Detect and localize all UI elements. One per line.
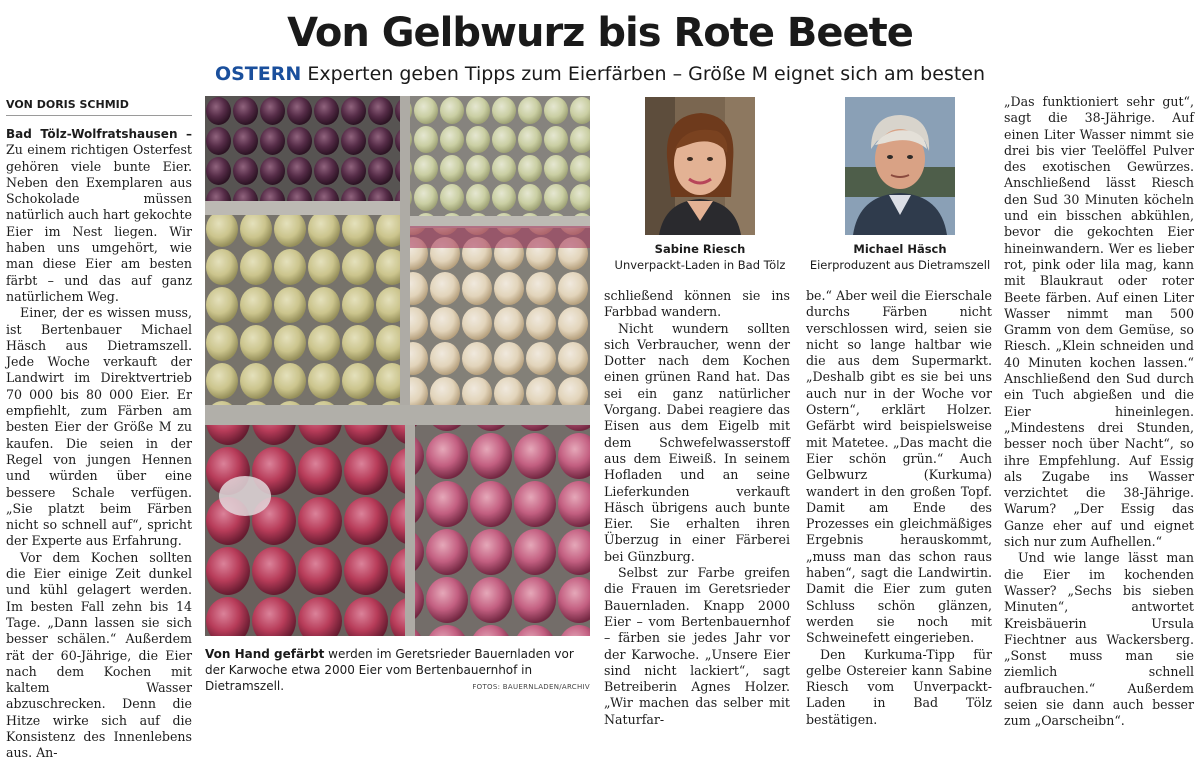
eggs-photo-illustration [205,96,590,636]
paragraph: schließend können sie ins Farbbad wandern. [604,288,790,320]
dateline: Bad Tölz-Wolfratshausen – [6,127,192,141]
article-column-4 [1004,94,1194,729]
subheadline-text: Experten geben Tipps zum Eierfärben – Größe M eignet sich am besten [301,63,986,85]
article-column-2 [604,288,790,727]
paragraph: Selbst zur Farbe greifen die Frauen im Geretsrieder Bauernladen. Knapp 2000 Eier – vom Bertenbauernhof – färben sie jedes Jahr vor der Karwoche. „Unsere Eier sind nicht lackiert“, sagt Betreiberin Agnes Holzer. „Wir machen das selber mit Naturfar- [604,565,790,727]
portrait-name: Sabine Riesch [654,242,746,256]
portrait-michael-haesch [845,97,955,235]
photo-credit: FOTOS: BAUERNLADEN/ARCHIV [472,683,590,691]
headline: Von Gelbwurz bis Rote Beete [287,10,913,56]
paragraph: be.“ Aber weil die Eierschale durchs Färben nicht verschlossen wird, seien sie nicht so lange haltbar wie die aus dem Supermarkt. „Deshalb gibt es sie bei uns auch nur in der Woche vor Ostern“, erklärt Holzer. Gefärbt wird beispielsweise mit Matetee. „Das macht die Eier schön grün.“ Auch Gelbwurz (Kurkuma) wandert in den großen Topf. Damit am Ende des Prozesses ein gleichmäßiges Ergebnis herauskommt, „muss man das schon raus haben“, sagt die Landwirtin. Damit die Eier zum guten Schluss schön glänzen, werden sie noch mit Schweinefett eingerieben. [806,288,992,646]
paragraph-text: Zu einem richtigen Osterfest gehören viele bunte Eier. Neben den Exemplaren aus Schokolade müssen natürlich auch hart gekochte Eier im Nest liegen. Wir haben uns umgehört, wie man diese Eier am besten färbt – und das auf ganz natürlichem Weg. [6,142,192,304]
paragraph: Einer, der es wissen muss, ist Bertenbauer Michael Häsch aus Dietramszell. Jede Woche verkauft der Landwirt im Direktvertrieb 70 000 bis 80 000 Eier. Er empfiehlt, zum Färben am besten Eier der Größe M zu kaufen. Die seien in der Regel von jungen Hennen und würden über eine bessere Schale verfügen. „Sie platzt beim Färben nicht so schnell auf“, spricht der Experte aus Erfahrung. [6,305,192,549]
portrait-sabine-riesch [645,97,755,235]
paragraph: Vor dem Kochen sollten die Eier einige Zeit dunkel und kühl gelagert werden. Im besten Fall zehn bis 14 Tage. „Dann lassen sie sich besser schälen.“ Außerdem rät der 60-Jährige, die Eier nach dem Kochen mit kaltem Wasser abzuschrecken. Denn die Hitze wirke sich auf die Konsistenz des Innenlebens aus. An- [6,549,192,761]
byline: VON DORIS SCHMID [6,98,192,116]
portrait-name: Michael Häsch [853,242,947,256]
woman-portrait-illustration [645,97,755,235]
portrait-role: Eierproduzent aus Dietramszell [809,258,991,272]
caption-lead: Von Hand gefärbt [205,647,325,661]
man-portrait-illustration [845,97,955,235]
article-column-1 [6,126,192,761]
subheadline [0,62,1200,86]
paragraph: Und wie lange lässt man die Eier im kochenden Wasser? „Sechs bis sieben Minuten“, antwortet Kreisbäuerin Ursula Fiechtner aus Wackersberg. „Sonst muss man sie ziemlich schnell aufbrauchen.“ Außerdem seien sie dann auch besser zum „Oarscheibn“. [1004,550,1194,729]
eggs-photo [205,96,590,636]
paragraph: „Das funktioniert sehr gut“, sagt die 38-Jährige. Auf einen Liter Wasser nimmt sie drei bis vier Teelöffel Pulver des exotischen Gewürzes. Anschließend lässt Riesch den Sud 30 Minuten köcheln und ein bisschen abkühlen, bevor die gekochten Eier hineinwandern. Wer es lieber rot, pink oder lila mag, kann mit Blaukraut oder roter Beete färben. Auf einen Liter Wasser nimmt man 500 Gramm von dem Gemüse, so Riesch. „Klein schneiden und 40 Minuten kochen lassen.“ Anschließend den Sud durch ein Tuch abgießen und die Eier hineinlegen. „Mindestens drei Stunden, besser noch über Nacht“, so ihre Empfehlung. Auf Essig als Zugabe ins Wasser verzichtet die 38-Jährige. Warum? „Der Essig das Ganze eher auf und eignet sich nur zum Aufhellen.“ [1004,94,1194,550]
kicker: OSTERN [214,63,302,85]
paragraph: Den Kurkuma-Tipp für gelbe Ostereier kann Sabine Riesch vom Unverpackt-Laden in Bad Tölz bestätigen. [806,646,992,727]
portrait-role: Unverpackt-Laden in Bad Tölz [614,258,786,272]
caption-text: werden im Geretsrieder Bauernladen vor der Karwoche etwa 2000 Eier vom Bertenbauernhof in Dietramszell. [205,647,574,693]
paragraph [6,126,192,305]
paragraph: Nicht wundern sollten sich Verbraucher, wenn der Dotter nach dem Kochen einen grünen Rand hat. Das sei ein ganz natürlicher Vorgang. Dabei reagiere das Eisen aus dem Eigelb mit dem Schwefelwasserstoff aus dem Eiweiß. In seinem Hofladen und an seine Lieferkunden verkauft Häsch übrigens auch bunte Eier. Sie erhalten ihren Überzug in einer Färberei bei Günzburg. [604,320,790,564]
article-column-3 [806,288,992,727]
